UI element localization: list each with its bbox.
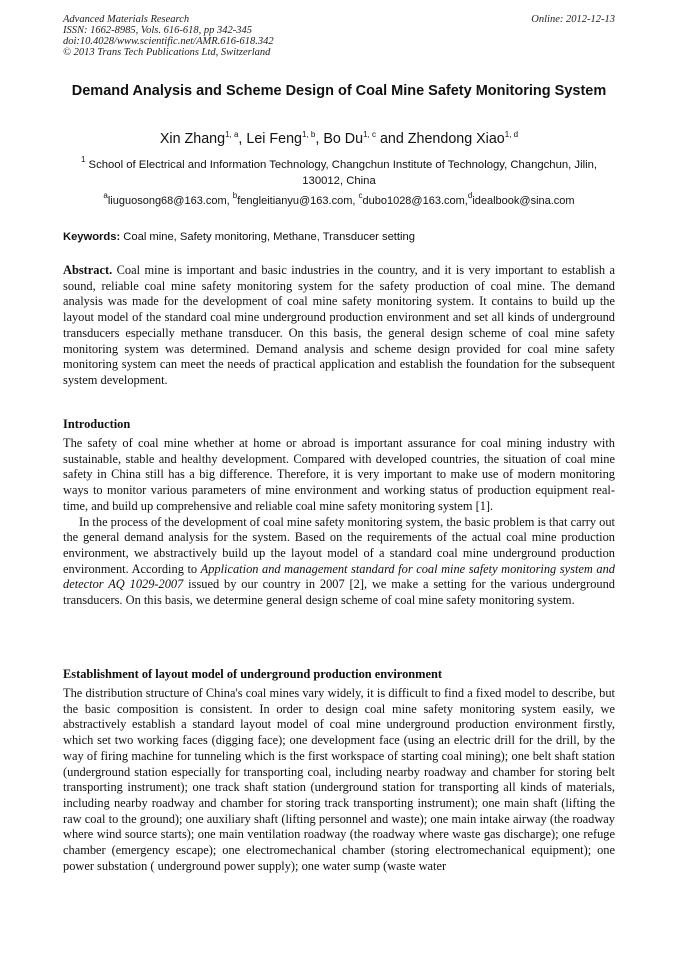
doi-line: doi:10.4028/www.scientific.net/AMR.616-618.342: [63, 36, 274, 47]
email-list: [63, 191, 615, 208]
paper-title: Demand Analysis and Scheme Design of Coal Mine Safety Monitoring System: [71, 83, 607, 99]
author-list: [63, 130, 615, 148]
standard-title: Application and management standard for coal mine safety monitoring system and detector AQ 1029-2007: [63, 561, 615, 592]
email-link[interactable]: fengleitianyu@163.com: [237, 195, 353, 207]
author-sep: and: [375, 131, 408, 147]
journal-header: [63, 14, 615, 58]
email-link[interactable]: liuguosong68@163.com: [107, 195, 227, 207]
author-sup: 1, b: [302, 130, 316, 139]
intro-paragraph-2: [63, 515, 615, 609]
email-sup: d: [467, 191, 473, 200]
keywords-text: Coal mine, Safety monitoring, Methane, Transducer setting: [120, 231, 415, 243]
email-sep: ,: [226, 195, 233, 207]
intro-p2-text-end: issued by our country in 2007 [2], we make a setting for the various underground transducers. On this basis, we determine general design scheme of coal mine safety monitoring system.: [63, 577, 615, 608]
email-sup: a: [103, 191, 108, 200]
email-sup: c: [358, 191, 363, 200]
intro-paragraph-1: The safety of coal mine whether at home or abroad is important assurance for coal mining industry with sustainable, stable and healthy development. Compared with developed countries, the situation of coal mine safety in China still has a big difference. Therefore, it is very important to make use of modern monitoring ways to monitor various parameters of mine environment and working status of production equipment real-time, and build up comprehensive and reliable coal mine safety monitoring system [1].: [63, 436, 615, 513]
keywords-label: Keywords:: [63, 231, 121, 243]
affiliation-sup: 1: [80, 155, 86, 164]
abstract-label: Abstract.: [63, 263, 113, 277]
online-date: Online: 2012-12-13: [531, 14, 615, 25]
email-link[interactable]: idealbook@sina.com: [472, 195, 575, 207]
email-sep: ,: [464, 195, 468, 207]
author-sup: 1, c: [363, 130, 376, 139]
affiliation-text: School of Electrical and Information Technology, Changchun Institute of Technology, Changchun, Jilin, 130012, China: [85, 159, 598, 187]
introduction-body: [63, 436, 615, 609]
abstract-text: Coal mine is important and basic industries in the country, and it is very important to establish a sound, reliable coal mine safety monitoring system for the safety production of coal mine. The demand analysis was made for the development of coal mine safety monitoring system. It contains to build up the layout model of the standard coal mine underground production environment and set all kinds of underground transducers especially methane transducer. On this basis, the general design scheme of coal mine safety monitoring system was determined. Demand analysis and scheme design provided for coal mine safety monitoring system can meet the needs of practical application and establish the foundation for the subsequent system development.: [63, 263, 615, 387]
intro-p2-text: In the process of the development of coal mine safety monitoring system, the basic problem is that carry out the general demand analysis for the system. Based on the requirements of the actual coal mine production environment, we abstractively build up the layout model of a standard coal mine underground production environment. According to: [63, 514, 615, 576]
section-heading-layout-model: Establishment of layout model of underground production environment: [63, 667, 442, 681]
author-name: Lei Feng: [246, 131, 303, 147]
author-sup: 1, a: [225, 130, 239, 139]
author-sup: 1, d: [504, 130, 519, 139]
layout-section-body: The distribution structure of China's coal mines vary widely, it is difficult to find a fixed model to describe, but the basic composition is consistent. In order to design coal mine safety monitoring system easily, we abstractively establish a standard layout model of coal mine underground production environment firstly, which set two working faces (digging face); one development face (using an electric drill for the drill, by the way of firing machine for tunneling which is the first workspace of starting coal mining); one belt shaft station (underground station especially for transporting coal, including nearby roadway and chamber for storing belt transporting instrument); one track shaft station (underground station for transporting all kinds of materials, including nearby roadway and chamber for storing track transporting instrument); one main shaft (lifting the raw coal to the ground); one auxiliary shaft (lifting personnel and waste); one main intake airway (the roadway where wind source starts); one main ventilation roadway (the roadway where waste gas discharge); one refuge chamber (emergency escape); one electromechanical chamber (storing electromechanical equipment); one power substation ( underground power supply); one water sump (waste water: [63, 686, 615, 873]
issn-line: ISSN: 1662-8985, Vols. 616-618, pp 342-345: [63, 25, 252, 36]
email-sep: ,: [352, 195, 359, 207]
author-name: Xin Zhang: [159, 131, 226, 147]
author-sep: ,: [238, 131, 247, 147]
copyright-line: © 2013 Trans Tech Publications Ltd, Switzerland: [63, 47, 271, 58]
author-sep: ,: [315, 131, 324, 147]
author-name: Bo Du: [323, 131, 364, 147]
abstract: [63, 263, 615, 389]
section-heading-introduction: Introduction: [63, 417, 131, 431]
affiliation: [63, 155, 615, 189]
journal-name: Advanced Materials Research: [63, 14, 190, 25]
email-sup: b: [232, 191, 238, 200]
keywords: [63, 230, 615, 244]
author-name: Zhendong Xiao: [407, 131, 505, 147]
email-link[interactable]: dubo1028@163.com: [362, 195, 465, 207]
